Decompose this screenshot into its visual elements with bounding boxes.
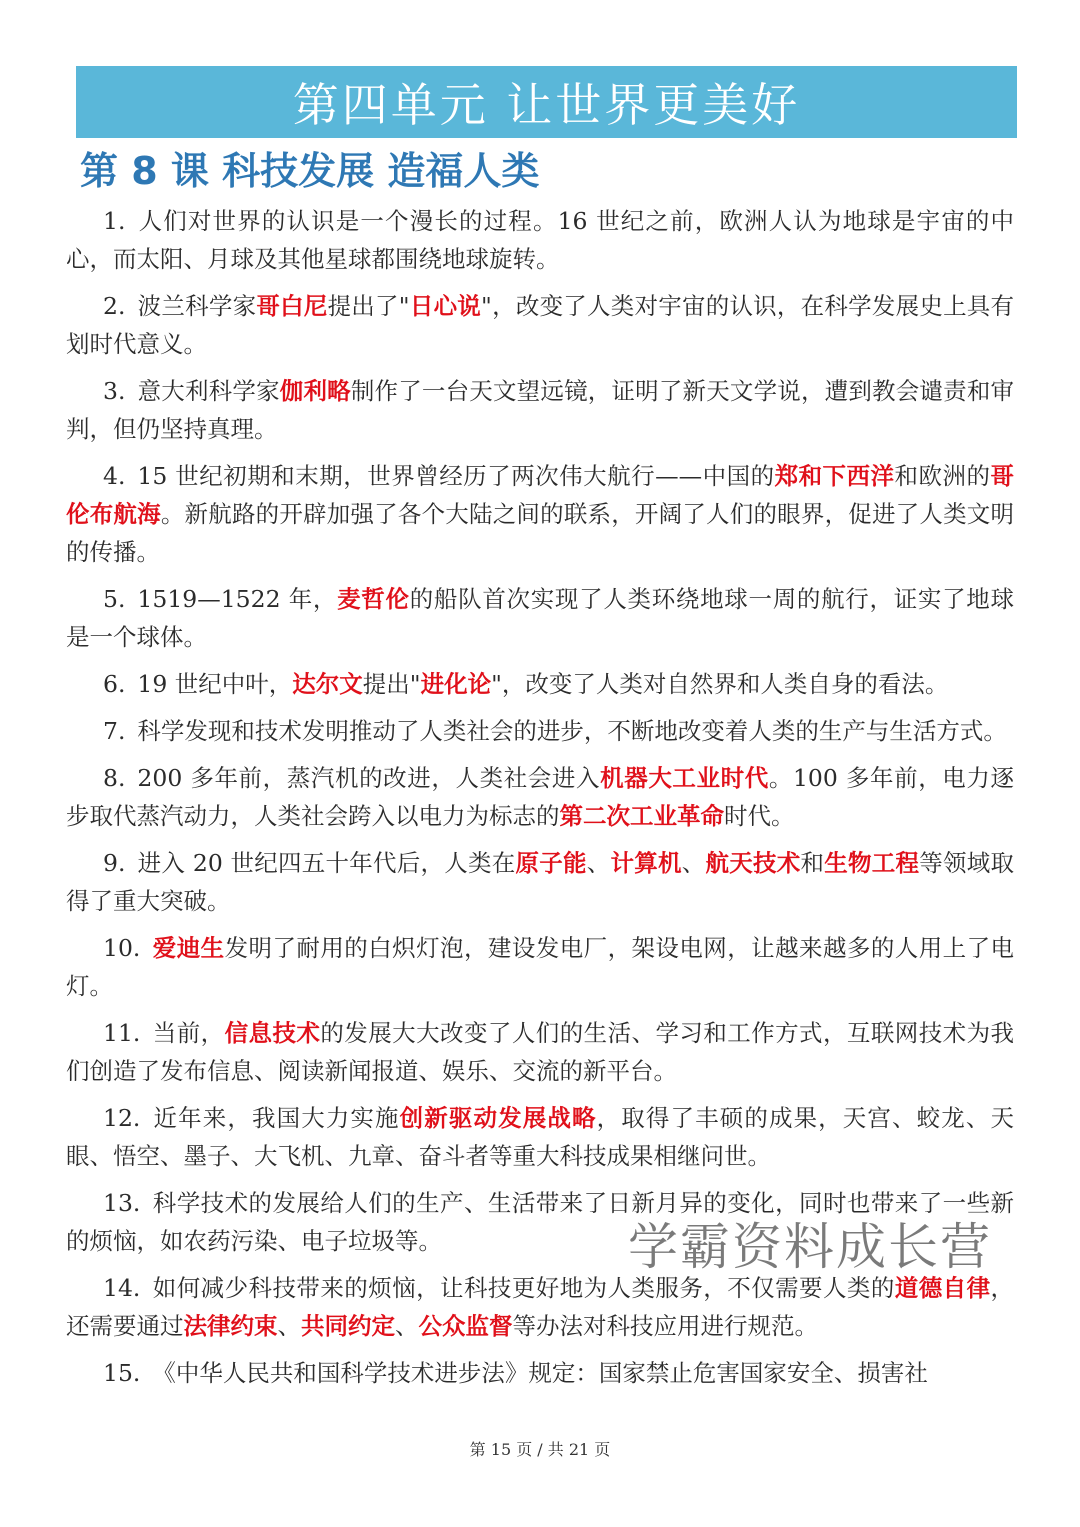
highlight-term: 公众监督 bbox=[418, 1312, 513, 1340]
highlight-term: 爱迪生 bbox=[152, 934, 225, 962]
list-item bbox=[66, 712, 1014, 750]
item-text: 。新航路的开辟加强了各个大陆之间的联系，开阔了人们的眼界，促进了人类文明的传播。 bbox=[66, 500, 1015, 566]
item-text: 时代。 bbox=[724, 802, 795, 830]
item-text: 和 bbox=[800, 849, 825, 877]
item-number: 10. bbox=[103, 934, 141, 962]
list-item bbox=[66, 1014, 1014, 1090]
item-number: 13. bbox=[103, 1189, 141, 1217]
highlight-term: 生物工程 bbox=[824, 849, 920, 877]
item-text: 的发展大大改变了人们的生活、学习和工作方式，互联网技术为我们创造了发布信息、阅读新闻报道、娱乐、交流的新平台。 bbox=[66, 1019, 1015, 1085]
item-text: 19 世纪中叶， bbox=[137, 670, 293, 698]
item-number: 8. bbox=[103, 764, 126, 792]
highlight-term: 信息技术 bbox=[224, 1019, 321, 1047]
list-item bbox=[66, 580, 1014, 656]
list-item bbox=[66, 1099, 1014, 1175]
item-text: 、 bbox=[681, 849, 706, 877]
list-item bbox=[66, 287, 1014, 363]
list-item bbox=[66, 844, 1014, 920]
list-item bbox=[66, 665, 1014, 703]
list-item bbox=[66, 1354, 1014, 1392]
item-number: 7. bbox=[103, 717, 126, 745]
item-text: 《中华人民共和国科学技术进步法》规定：国家禁止危害国家安全、损害社 bbox=[152, 1359, 928, 1387]
item-number: 9. bbox=[103, 849, 126, 877]
item-number: 15. bbox=[103, 1359, 141, 1387]
lesson-title: 第 8 课 科技发展 造福人类 bbox=[80, 149, 540, 193]
item-text: 提出了" bbox=[327, 292, 410, 320]
unit-banner bbox=[76, 66, 1017, 138]
highlight-term: 哥白尼 bbox=[256, 292, 328, 320]
item-text: 意大利科学家 bbox=[137, 377, 280, 405]
item-number: 2. bbox=[103, 292, 126, 320]
item-number: 1. bbox=[103, 207, 126, 235]
item-text: 科学发现和技术发明推动了人类社会的进步，不断地改变着人类的生产与生活方式。 bbox=[137, 717, 1007, 745]
item-text: 。100 多年前，电力逐步取代蒸汽动力，人类社会跨入以电力为标志的 bbox=[66, 764, 1015, 830]
item-text: 进入 20 世纪四五十年代后，人类在 bbox=[137, 849, 516, 877]
highlight-term: 法律约束 bbox=[183, 1312, 278, 1340]
item-text: ，还需要通过 bbox=[66, 1274, 1015, 1340]
highlight-term: 第二次工业革命 bbox=[559, 802, 724, 830]
list-item bbox=[66, 202, 1014, 278]
highlight-term: 创新驱动发展战略 bbox=[399, 1104, 597, 1132]
list-item bbox=[66, 1269, 1014, 1345]
item-text: 科学技术的发展给人们的生产、生活带来了日新月异的变化，同时也带来了一些新的烦恼，如农药污染、电子垃圾等。 bbox=[66, 1189, 1014, 1255]
page-footer: 第 15 页 / 共 21 页 bbox=[469, 1440, 611, 1459]
item-text: 等领域取得了重大突破。 bbox=[66, 849, 1015, 915]
unit-title: 第四单元 让世界更美好 bbox=[292, 78, 801, 132]
item-number: 12. bbox=[103, 1104, 141, 1132]
list-item bbox=[66, 759, 1014, 835]
item-text: "，改变了人类对自然界和人类自身的看法。 bbox=[491, 670, 949, 698]
highlight-term: 航天技术 bbox=[705, 849, 801, 877]
item-text: 200 多年前，蒸汽机的改进，人类社会进入 bbox=[137, 764, 601, 792]
item-number: 14. bbox=[103, 1274, 141, 1302]
item-text: "，改变了人类对宇宙的认识，在科学发展史上具有划时代意义。 bbox=[66, 292, 1015, 358]
highlight-term: 进化论 bbox=[420, 670, 492, 698]
item-number: 3. bbox=[103, 377, 126, 405]
item-text: 1519—1522 年， bbox=[137, 585, 338, 613]
item-text: 15 世纪初期和末期，世界曾经历了两次伟大航行——中国的 bbox=[137, 462, 775, 490]
item-text: 制作了一台天文望远镜，证明了新天文学说，遭到教会谴责和审判，但仍坚持真理。 bbox=[66, 377, 1015, 443]
list-item bbox=[66, 372, 1014, 448]
item-text: 的船队首次实现了人类环绕地球一周的航行，证实了地球是一个球体。 bbox=[66, 585, 1015, 651]
highlight-term: 原子能 bbox=[515, 849, 587, 877]
highlight-term: 伽利略 bbox=[279, 377, 351, 405]
item-text: 近年来，我国大力实施 bbox=[152, 1104, 400, 1132]
watermark: 学霸资料成长营 bbox=[628, 1218, 992, 1276]
highlight-term: 郑和下西洋 bbox=[774, 462, 895, 490]
list-item bbox=[66, 929, 1014, 1005]
item-text: 当前， bbox=[152, 1019, 225, 1047]
item-text: 、 bbox=[586, 849, 611, 877]
item-text: 、 bbox=[395, 1312, 419, 1340]
item-text: 、 bbox=[277, 1312, 301, 1340]
highlight-term: 机器大工业时代 bbox=[600, 764, 769, 792]
item-text: 发明了耐用的白炽灯泡，建设发电厂，架设电网，让越来越多的人用上了电灯。 bbox=[66, 934, 1015, 1000]
item-number: 4. bbox=[103, 462, 126, 490]
item-text: 和欧洲的 bbox=[894, 462, 991, 490]
highlight-term: 麦哲伦 bbox=[337, 585, 410, 613]
item-number: 5. bbox=[103, 585, 126, 613]
highlight-term: 日心说 bbox=[409, 292, 482, 320]
highlight-term: 共同约定 bbox=[301, 1312, 395, 1340]
item-text: 波兰科学家 bbox=[137, 292, 257, 320]
list-item bbox=[66, 457, 1014, 571]
item-text: ，取得了丰硕的成果，天宫、蛟龙、天眼、悟空、墨子、大飞机、九章、奋斗者等重大科技成果相继问世。 bbox=[66, 1104, 1015, 1170]
highlight-term: 计算机 bbox=[610, 849, 682, 877]
highlight-term: 达尔文 bbox=[292, 670, 363, 698]
item-number: 11. bbox=[103, 1019, 141, 1047]
highlight-term: 道德自律 bbox=[894, 1274, 991, 1302]
highlight-term: 哥伦布航海 bbox=[66, 462, 1015, 528]
item-text: 提出" bbox=[362, 670, 421, 698]
item-text: 如何减少科技带来的烦恼，让科技更好地为人类服务，不仅需要人类的 bbox=[152, 1274, 895, 1302]
item-text: 人们对世界的认识是一个漫长的过程。16 世纪之前，欧洲人认为地球是宇宙的中心，而太阳、月球及其他星球都围绕地球旋转。 bbox=[66, 207, 1014, 273]
item-text: 等办法对科技应用进行规范。 bbox=[512, 1312, 818, 1340]
item-number: 6. bbox=[103, 670, 126, 698]
